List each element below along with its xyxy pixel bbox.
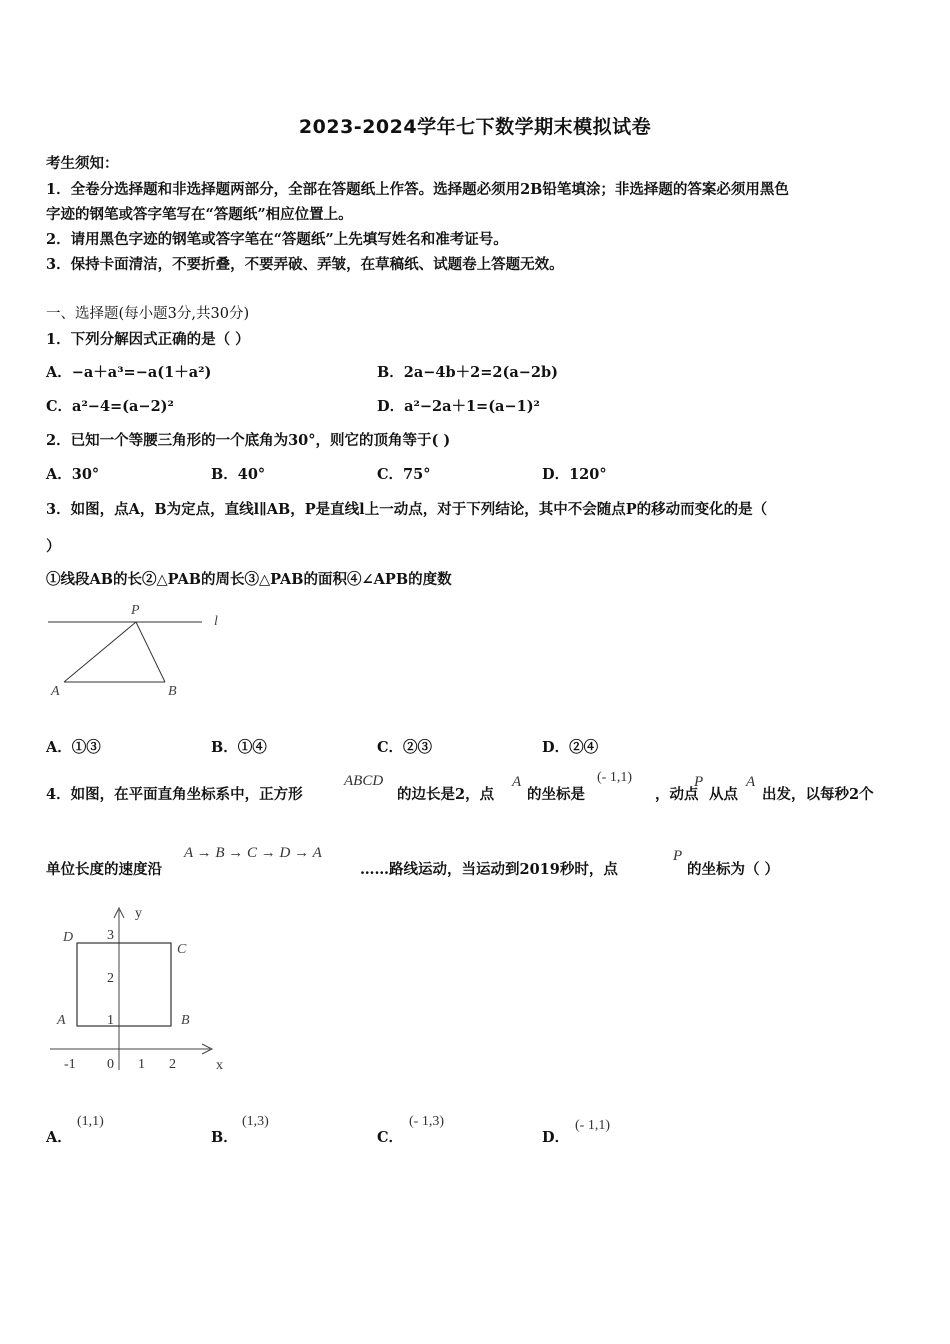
q4-stem-part-2: 的边长是2，点 bbox=[397, 786, 495, 803]
q4-stem-part-8: ……路线运动，当运动到2019秒时，点 bbox=[360, 861, 618, 878]
y-tick-2: 2 bbox=[107, 971, 114, 986]
q3-conclusions: ①线段AB的长②△PAB的周长③△PAB的面积④∠APB的度数 bbox=[46, 571, 452, 588]
y-tick-3: 3 bbox=[107, 928, 114, 943]
point-b-label: B bbox=[181, 1013, 190, 1028]
q4-option-c-label: C． bbox=[377, 1129, 404, 1146]
q2-option-b[interactable]: B．40° bbox=[211, 466, 266, 483]
point-b-label: B bbox=[168, 684, 177, 699]
square-abcd bbox=[77, 943, 171, 1026]
x-tick-minus-1: -1 bbox=[64, 1057, 76, 1072]
q4-option-b-value: (1,3) bbox=[242, 1114, 269, 1129]
x-axis-label: x bbox=[216, 1058, 223, 1073]
point-p-label: P bbox=[131, 603, 140, 618]
notice-heading: 考生须知： bbox=[46, 155, 119, 172]
notice-line-1b: 字迹的钢笔或答字笔写在“答题纸”相应位置上。 bbox=[46, 206, 353, 223]
q4-stem-part-1: 4．如图，在平面直角坐标系中，正方形 bbox=[46, 786, 303, 803]
q3-option-b[interactable]: B．①④ bbox=[211, 739, 267, 756]
q4-option-c[interactable] bbox=[377, 1126, 403, 1147]
q4-stem-part-6: 出发，以每秒2个 bbox=[762, 786, 874, 803]
q4-stem-part-7: 单位长度的速度沿 bbox=[46, 861, 162, 878]
q1-option-c-label: C． bbox=[46, 398, 73, 415]
x-tick-0: 0 bbox=[107, 1057, 114, 1072]
q4-option-a-value: (1,1) bbox=[77, 1114, 104, 1129]
q3-triangle-figure bbox=[44, 598, 234, 698]
q4-stem-part-3: 的坐标是 bbox=[527, 786, 585, 803]
q4-option-b[interactable] bbox=[211, 1126, 238, 1147]
page-title: 2023-2024学年七下数学期末模拟试卷 bbox=[298, 116, 652, 138]
q1-stem: 1．下列分解因式正确的是（ ） bbox=[46, 331, 250, 348]
q1-option-a-text: −a＋a³=−a(1＋a²) bbox=[71, 364, 212, 381]
q2-option-c[interactable]: C．75° bbox=[377, 466, 431, 483]
q4-option-b-label: B． bbox=[211, 1129, 238, 1146]
q4-option-c-value: (- 1,3) bbox=[409, 1114, 444, 1129]
segment-bp bbox=[136, 622, 165, 682]
q4-path: A → B → C → D → A bbox=[184, 845, 322, 861]
x-tick-2: 2 bbox=[169, 1057, 176, 1072]
q4-square-abcd: ABCD bbox=[344, 773, 384, 789]
q4-point-p: P bbox=[694, 774, 704, 790]
y-tick-1: 1 bbox=[107, 1013, 114, 1028]
q1-option-b-text: 2a−4b＋2=2(a−2b) bbox=[403, 364, 558, 381]
q4-point-a: A bbox=[512, 774, 522, 790]
q1-option-c[interactable] bbox=[46, 395, 174, 416]
section-heading: 一、选择题(每小题3分,共30分) bbox=[46, 306, 250, 322]
point-c-label: C bbox=[177, 942, 187, 957]
y-axis-label: y bbox=[135, 906, 142, 921]
q3-option-c[interactable]: C．②③ bbox=[377, 739, 433, 756]
q3-stem-line-2: ） bbox=[46, 538, 61, 555]
q3-option-a[interactable]: A．①③ bbox=[46, 739, 101, 756]
point-a-label: A bbox=[57, 1013, 66, 1028]
q4-point-p-2: P bbox=[673, 848, 683, 864]
notice-line-2: 2．请用黑色字迹的钢笔或答字笔在“答题纸”上先填写姓名和准考证号。 bbox=[46, 231, 508, 248]
q2-option-a[interactable]: A．30° bbox=[46, 466, 100, 483]
q1-option-c-text: a²−4=(a−2)² bbox=[72, 398, 174, 415]
q2-option-d[interactable]: D．120° bbox=[542, 466, 607, 483]
q1-option-b-label: B． bbox=[377, 364, 404, 381]
q4-option-d[interactable] bbox=[542, 1126, 569, 1147]
q1-option-a-label: A． bbox=[46, 364, 72, 381]
q1-option-d-text: a²−2a＋1=(a−1)² bbox=[404, 398, 540, 415]
q1-option-a[interactable] bbox=[46, 361, 211, 382]
q4-stem-part-9: 的坐标为（ ） bbox=[687, 861, 780, 878]
q4-point-a-2: A bbox=[746, 774, 756, 790]
x-tick-1: 1 bbox=[138, 1057, 145, 1072]
segment-ap bbox=[64, 622, 136, 682]
point-a-label: A bbox=[51, 684, 60, 699]
q1-option-d[interactable] bbox=[377, 395, 540, 416]
point-d-label: D bbox=[63, 930, 74, 945]
q4-stem-part-4: ，动点 bbox=[655, 786, 699, 803]
q1-option-b[interactable] bbox=[377, 361, 558, 382]
notice-line-3: 3．保持卡面清洁，不要折叠，不要弄破、弄皱，在草稿纸、试题卷上答题无效。 bbox=[46, 256, 564, 273]
q4-option-d-value: (- 1,1) bbox=[575, 1118, 610, 1133]
q2-stem: 2．已知一个等腰三角形的一个底角为30°，则它的顶角等于( ) bbox=[46, 432, 451, 449]
q4-option-a[interactable] bbox=[46, 1126, 72, 1147]
q4-option-a-label: A． bbox=[46, 1129, 72, 1146]
q4-coordinate-figure bbox=[46, 898, 246, 1078]
notice-line-1a: 1．全卷分选择题和非选择题两部分，全部在答题纸上作答。选择题必须用2B铅笔填涂；非选择题的答案必须用黑色 bbox=[46, 181, 789, 198]
q4-stem-part-5: 从点 bbox=[709, 786, 738, 803]
line-l-label: l bbox=[214, 614, 218, 629]
q1-option-d-label: D． bbox=[377, 398, 405, 415]
q3-option-d[interactable]: D．②④ bbox=[542, 739, 599, 756]
q4-option-d-label: D． bbox=[542, 1129, 570, 1146]
q3-stem-line-1: 3．如图，点A，B为定点，直线l∥AB，P是直线l上一动点，对于下列结论，其中不会随点P的移动而变化的是（ bbox=[46, 501, 768, 518]
q4-coord-a: (- 1,1) bbox=[597, 770, 632, 785]
